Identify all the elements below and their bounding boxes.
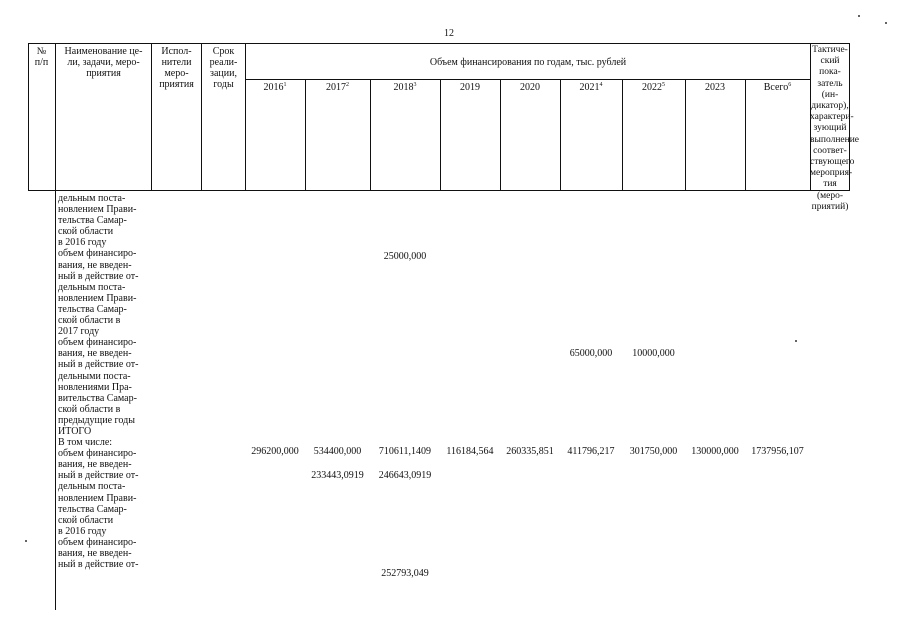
description-line: дельным поста- <box>58 281 126 293</box>
total-2020: 260335,851 <box>506 446 554 457</box>
total-2021: 411796,217 <box>567 446 615 457</box>
year-header-2021: 2021$^4$ <box>579 82 603 93</box>
year-header-2019: 2019 <box>460 82 480 93</box>
page-number: 12 <box>444 28 454 39</box>
description-line: ской области <box>58 226 114 238</box>
description-line: тельства Самар- <box>58 503 127 515</box>
description-line: объем финансиро- <box>58 337 137 349</box>
col-divider <box>685 79 686 191</box>
total-2022: 301750,000 <box>629 446 678 457</box>
description-line: вания, не введен- <box>58 348 132 360</box>
year-header-2018: 2018$^3$ <box>393 82 417 93</box>
description-line: новлениями Пра- <box>58 381 132 393</box>
description-line: ный в действие от- <box>58 559 139 571</box>
col-name-header: Наименование це- ли, задачи, меро- приятия <box>64 46 143 79</box>
description-line: объем финансиро- <box>58 248 137 260</box>
col-divider <box>55 43 56 610</box>
col-divider <box>622 79 623 191</box>
scan-speck <box>885 22 887 24</box>
description-line: вания, не введен- <box>58 259 132 271</box>
year-header-2020: 2020 <box>520 82 540 93</box>
col-indicator-header: Тактиче- ский пока- затель (ин- дикатор), характери- зующий выполнение соответ- ствующего мероприя- тия (меро- приятий) <box>810 45 860 212</box>
description-line: ный в действие от- <box>58 359 139 371</box>
year-header-2017: 2017$^2$ <box>326 82 349 93</box>
description-line: объем финансиро- <box>58 536 137 548</box>
description-line: новлением Прави- <box>58 492 137 504</box>
description-line: 2017 году <box>58 326 100 338</box>
value-prev-years-2022: 10000,000 <box>632 348 675 359</box>
description-line: в 2016 году <box>58 237 107 249</box>
description-line: ской области в <box>58 315 121 327</box>
col-number-header: № п/п <box>34 46 49 68</box>
description-line: вания, не введен- <box>58 459 132 471</box>
total-all: 1737956,107 <box>751 446 804 457</box>
total-2016: 296200,000 <box>251 446 299 457</box>
value-prev-years-2021: 65000,000 <box>569 348 613 359</box>
description-line: в 2016 году <box>58 525 107 537</box>
total-2019: 116184,564 <box>446 446 494 457</box>
description-line: ской области <box>58 514 114 526</box>
col-divider <box>560 79 561 191</box>
total-2023: 130000,000 <box>691 446 739 457</box>
col-executors-header: Испол- нители меро- приятия <box>159 46 194 90</box>
year-header-2023: 2023 <box>705 82 725 93</box>
col-divider <box>305 79 306 191</box>
total-label: ИТОГО <box>58 425 92 437</box>
scan-speck <box>795 340 797 342</box>
scan-speck <box>858 15 860 17</box>
col-divider <box>440 79 441 191</box>
year-header-total: Всего$^6$ <box>763 82 792 93</box>
description-line: объем финансиро- <box>58 448 137 460</box>
value-2017-decree-2018: 25000,000 <box>383 251 427 262</box>
col-divider <box>745 79 746 191</box>
total-2018: 710611,1409 <box>378 446 432 457</box>
description-line: ской области в <box>58 403 121 415</box>
description-line: предыдущие годы <box>58 414 135 426</box>
description-line: новлением Прави- <box>58 292 137 304</box>
description-line: ный в действие от- <box>58 270 139 282</box>
value-next-row-2018: 252793,049 <box>381 568 429 579</box>
value-2016-decree-2017: 233443,0919 <box>311 470 364 481</box>
col-funding-header: Объем финансирования по годам, тыс. рублей <box>429 57 627 68</box>
description-line: ный в действие от- <box>58 470 139 482</box>
description-line: тельства Самар- <box>58 303 127 315</box>
description-line: вания, не введен- <box>58 548 132 559</box>
description-line: дельным поста- <box>58 481 126 493</box>
description-line: тельства Самар- <box>58 215 127 227</box>
year-header-2016: 2016$^1$ <box>263 82 287 93</box>
description-line: новлением Прави- <box>58 204 137 216</box>
total-2017: 534400,000 <box>313 446 362 457</box>
years-row-top <box>245 79 810 80</box>
description-line: В том числе: <box>58 437 113 449</box>
scan-speck <box>25 540 27 542</box>
description-line: дельными поста- <box>58 370 131 382</box>
col-divider <box>500 79 501 191</box>
value-2016-decree-2018: 246643,0919 <box>378 470 432 481</box>
col-divider <box>370 79 371 191</box>
year-header-2022: 2022$^5$ <box>642 82 665 93</box>
description-line: дельным поста- <box>58 193 126 204</box>
description-line: вительства Самар- <box>58 392 137 404</box>
task-description <box>58 193 154 570</box>
col-term-header: Срок реали- зации, годы <box>209 46 238 90</box>
